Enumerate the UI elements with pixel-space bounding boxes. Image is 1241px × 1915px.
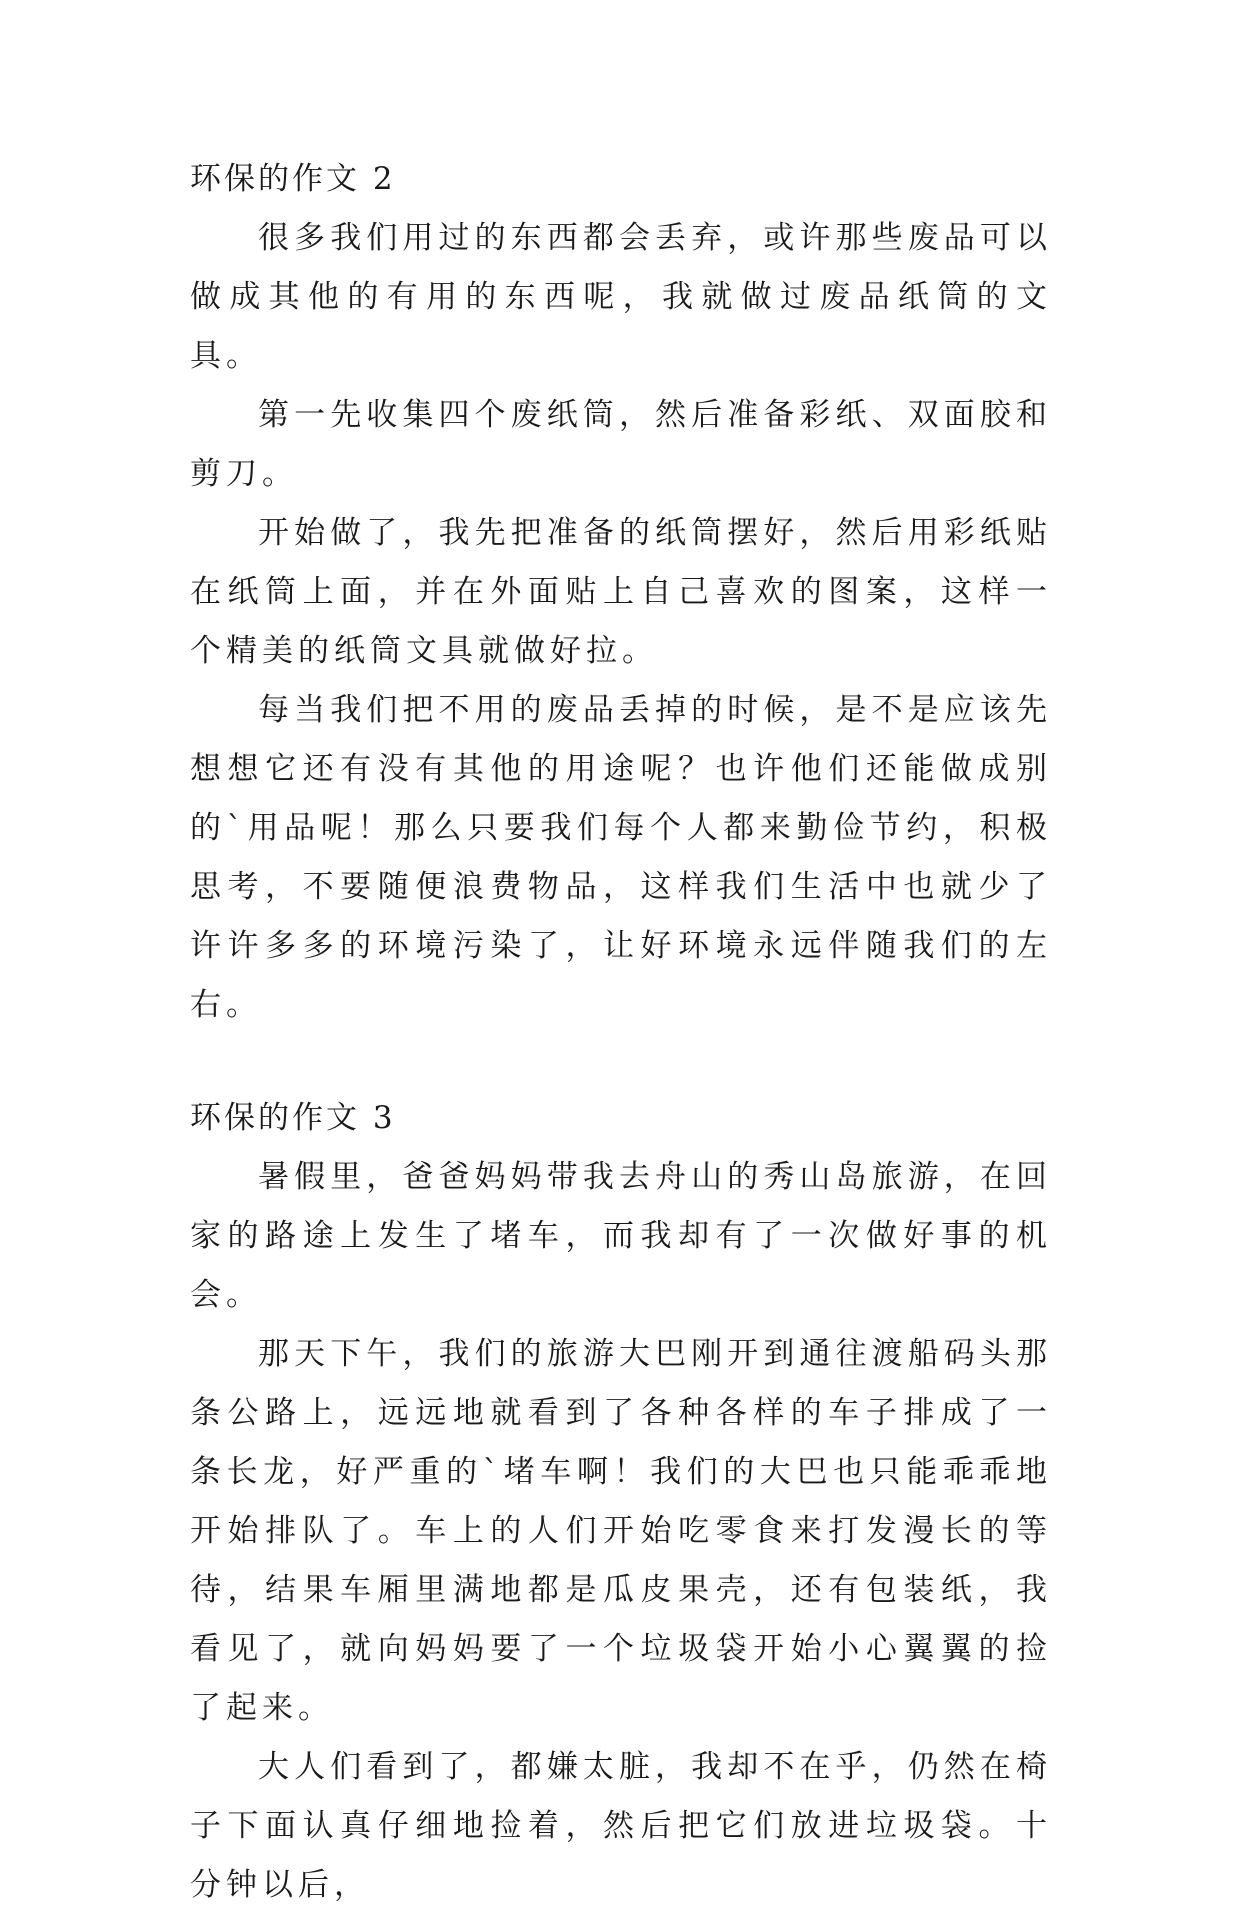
paragraph: 那天下午，我们的旅游大巴刚开到通往渡船码头那条公路上，远远地就看到了各种各样的车子排成了一条长龙，好严重的`堵车啊！我们的大巴也只能乖乖地开始排队了。车上的人们开始吃零食来打发漫长的等待，结果车厢里满地都是瓜皮果壳，还有包装纸，我看见了，就向妈妈要了一个垃圾袋开始小心翼翼的捡了起来。 bbox=[190, 1336, 1052, 1726]
section-title: 环保的作文 2 bbox=[190, 161, 396, 197]
paragraph: 暑假里，爸爸妈妈带我去舟山的秀山岛旅游，在回家的路途上发生了堵车，而我却有了一次做好事的机会。 bbox=[190, 1159, 1052, 1313]
paragraph: 很多我们用过的东西都会丢弃，或许那些废品可以做成其他的有用的东西呢，我就做过废品纸筒的文具。 bbox=[190, 220, 1052, 374]
paragraph: 开始做了，我先把准备的纸筒摆好，然后用彩纸贴在纸筒上面，并在外面贴上自己喜欢的图案，这样一个精美的纸筒文具就做好拉。 bbox=[190, 515, 1052, 669]
paragraph: 每当我们把不用的废品丢掉的时候，是不是应该先想想它还有没有其他的用途呢？也许他们还能做成别的`用品呢！那么只要我们每个人都来勤俭节约，积极思考，不要随便浪费物品，这样我们生活中也就少了许许多多的环境污染了，让好环境永远伴随我们的左右。 bbox=[190, 692, 1052, 1023]
document-body bbox=[190, 150, 1052, 1915]
paragraph: 第一先收集四个废纸筒，然后准备彩纸、双面胶和剪刀。 bbox=[190, 397, 1052, 492]
section-title: 环保的作文 3 bbox=[190, 1100, 396, 1136]
section-spacer bbox=[190, 1035, 1052, 1089]
paragraph: 大人们看到了，都嫌太脏，我却不在乎，仍然在椅子下面认真仔细地捡着，然后把它们放进垃圾袋。十分钟以后， bbox=[190, 1749, 1052, 1903]
